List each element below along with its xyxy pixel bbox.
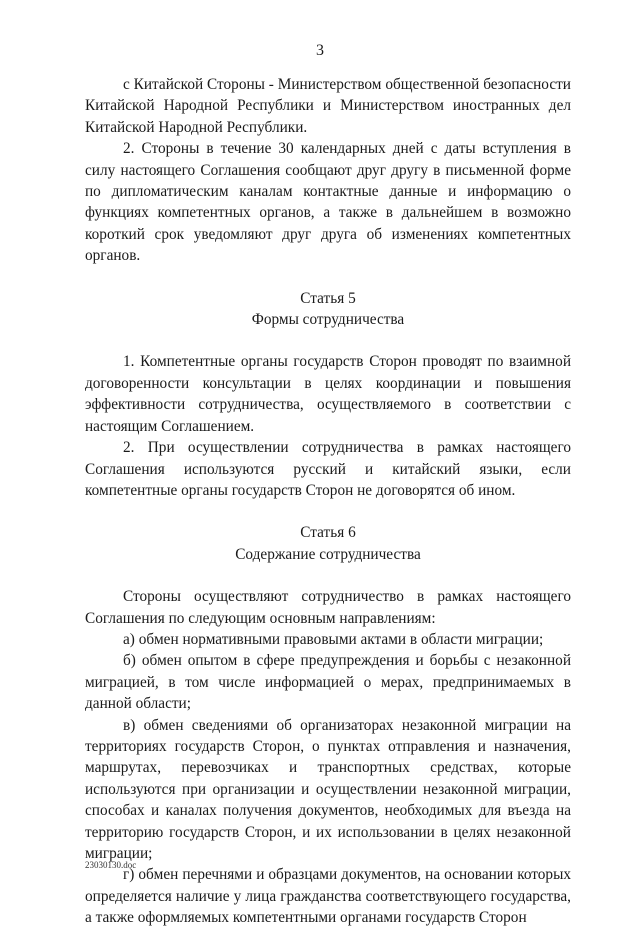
article-5-number: Статья 5 [300, 289, 356, 307]
article-6-title: Содержание сотрудничества [235, 545, 421, 563]
article-5-paragraph-1: 1. Компетентные органы государств Сторон проводят по взаимной договоренности консультации в целях координации и повышения эффективности сотрудничества, осуществляемого в соответствии с настоящим Соглашением. [85, 353, 571, 435]
article-5-title: Формы сотрудничества [251, 311, 405, 329]
article-6-item-b: б) обмен опытом в сфере предупреждения и борьбы с незаконной миграцией, в том числе информацией о мерах, предпринимаемых в данной области; [85, 652, 571, 713]
paragraph-continuation: с Китайской Стороны - Министерством общественной безопасности Китайской Народной Республики и Министерством иностранных дел Китайской Народной Республики. [85, 76, 571, 136]
article-6-item-v: в) обмен сведениями об организаторах незаконной миграции на территориях государств Сторон, о пунктах отправления и назначения, маршрутах, перевозчиках и транспортных средствах, которые используются при организации и осуществлении незаконной миграции, способах и каналах получения документов, необходимых для въезда на территорию государств Сторон, и их использовании в целях незаконной миграции; [85, 716, 571, 862]
article-6-number: Статья 6 [300, 524, 356, 542]
paragraph-2: 2. Стороны в течение 30 календарных дней с даты вступления в силу настоящего Соглашения сообщают друг другу в письменной форме по дипломатическим каналам контактные данные и информацию о функциях компетентных органов, а также в дальнейшем в возможно короткий срок уведомляют друг друга об изменениях компетентных органов. [85, 140, 571, 265]
article-6-item-a: а) обмен нормативными правовыми актами в области миграции; [123, 630, 544, 648]
article-5-paragraph-2: 2. При осуществлении сотрудничества в рамках настоящего Соглашения используются русский и китайский языки, если компетентные органы государств Сторон не договорятся об ином. [85, 439, 571, 499]
document-body [85, 74, 571, 929]
article-6-intro: Стороны осуществляют сотрудничество в рамках настоящего Соглашения по следующим основным направлениям: [85, 588, 571, 627]
file-name-footer: 23030130.doc [85, 860, 137, 870]
page-number: 3 [316, 42, 324, 59]
article-6-item-g: г) обмен перечнями и образцами документов, на основании которых определяется наличие у лица гражданства соответствующего государства, а также оформляемых компетентными органами государств Сторон [85, 866, 571, 927]
